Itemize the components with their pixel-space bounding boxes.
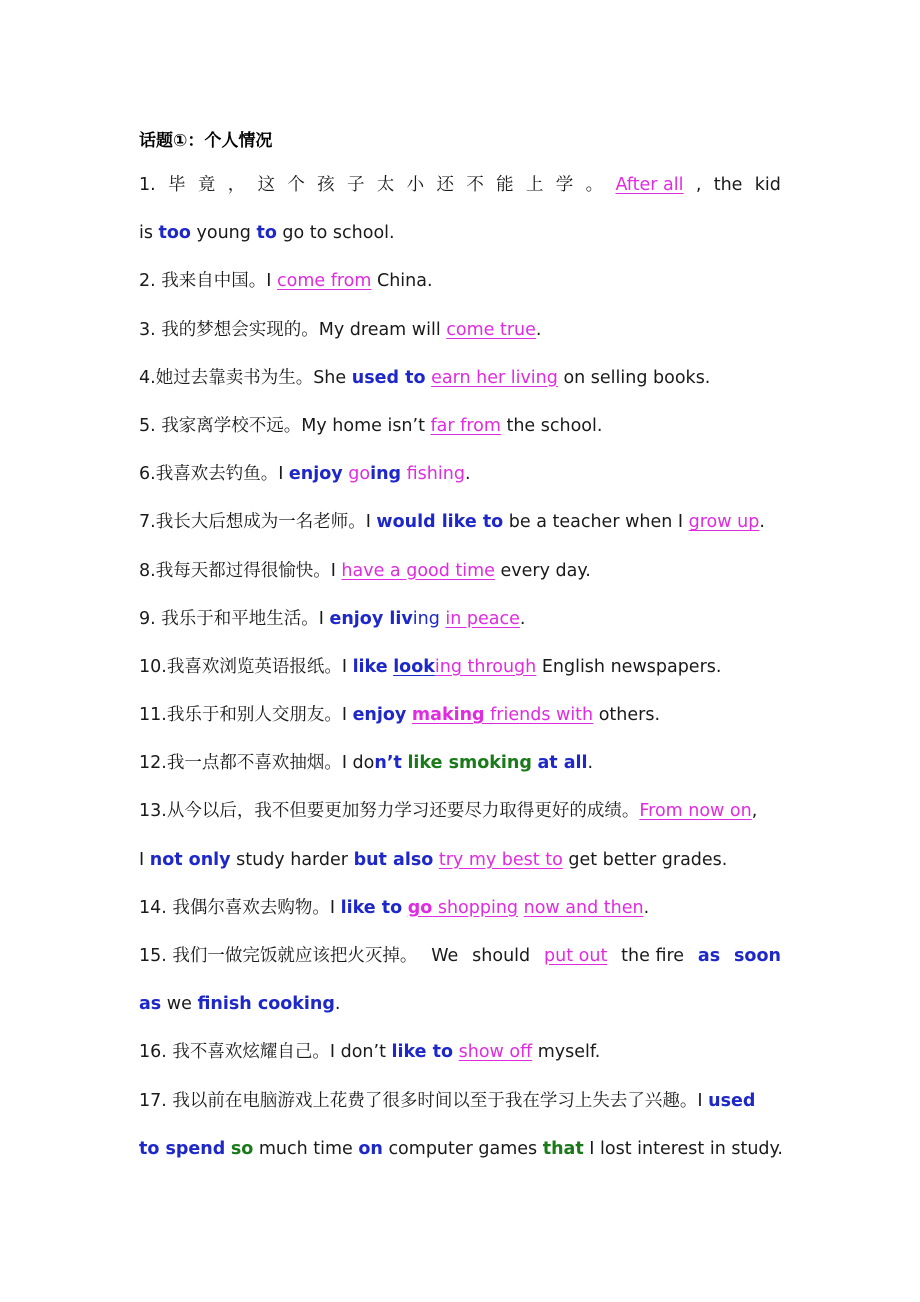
- text-segment: 3. 我的梦想会实现的。My dream will: [139, 319, 447, 340]
- text-segment: show off: [458, 1042, 533, 1063]
- sentence-item: [139, 457, 781, 505]
- text-segment: like: [352, 656, 388, 677]
- sentence-item: [139, 409, 781, 457]
- page-title: 话题①：个人情况: [139, 131, 273, 151]
- text-segment: grow up: [688, 512, 760, 533]
- text-segment: soon: [734, 946, 781, 966]
- sentence-line: [139, 457, 781, 505]
- text-segment: the school.: [500, 415, 603, 436]
- text-segment: .: [535, 319, 542, 340]
- text-segment: used to: [351, 367, 426, 388]
- text-segment: as: [697, 946, 721, 966]
- text-segment: 学: [555, 175, 574, 195]
- text-segment: enjoy liv: [329, 608, 413, 629]
- text-segment: we: [161, 994, 198, 1015]
- text-segment: try my best to: [438, 849, 563, 870]
- text-segment: ing through: [434, 656, 537, 677]
- text-segment: others.: [593, 705, 661, 726]
- sentence-item: [139, 698, 781, 746]
- text-segment: .: [519, 608, 526, 629]
- sentence-item: [139, 264, 781, 312]
- text-segment: enjoy: [352, 705, 407, 726]
- text-segment: 不: [466, 175, 484, 195]
- text-segment: have a good time: [341, 560, 495, 581]
- text-segment: 子: [347, 175, 365, 195]
- text-segment: I lost interest in study.: [583, 1138, 783, 1159]
- text-segment: to: [256, 223, 277, 244]
- text-segment: 6.我喜欢去钓鱼。I: [139, 464, 289, 485]
- sentence-item: [139, 1084, 781, 1180]
- text-segment: 上: [525, 175, 544, 195]
- sentence-line: [139, 505, 781, 553]
- sentence-line: [139, 313, 781, 361]
- text-segment: 小: [406, 175, 425, 195]
- text-segment: .: [334, 994, 341, 1015]
- text-segment: every day.: [494, 560, 591, 581]
- text-segment: 5. 我家离学校不远。My home isn’t: [139, 415, 431, 436]
- text-segment: get better grades.: [562, 849, 728, 870]
- sentence-line: [139, 794, 781, 842]
- text-segment: too: [158, 223, 191, 244]
- text-segment: 15. 我们一做完饭就应该把火灭掉。: [139, 946, 418, 966]
- sentence-line: [139, 891, 781, 939]
- text-segment: the: [713, 175, 743, 195]
- sentence-item: [139, 602, 781, 650]
- text-segment: 个: [287, 175, 305, 195]
- sentence-list: [139, 168, 781, 1180]
- text-segment: come from: [276, 271, 372, 292]
- text-segment: .: [464, 464, 471, 485]
- sentence-item: [139, 505, 781, 553]
- sentence-item: [139, 1035, 781, 1083]
- sentence-line: [139, 1035, 781, 1083]
- text-segment: young: [190, 223, 257, 244]
- sentence-line: [139, 843, 781, 891]
- sentence-item: [139, 794, 781, 890]
- text-segment: 13.从今以后，我不但要更加努力学习还要尽力取得更好的成绩。: [139, 801, 640, 822]
- text-segment: 9. 我乐于和平地生活。I: [139, 608, 330, 629]
- text-segment: 7.我长大后想成为一名老师。I: [139, 512, 377, 533]
- text-segment: so: [230, 1138, 254, 1159]
- text-segment: 12.我一点都不喜欢抽烟。I do: [139, 753, 375, 774]
- text-segment: on selling books.: [557, 367, 711, 388]
- sentence-item: [139, 313, 781, 361]
- sentence-item: [139, 746, 781, 794]
- text-segment: like to: [391, 1042, 454, 1063]
- sentence-item: [139, 554, 781, 602]
- text-segment: 11.我乐于和别人交朋友。I: [139, 705, 353, 726]
- text-segment: English newspapers.: [536, 656, 722, 677]
- sentence-line: [139, 554, 781, 602]
- text-segment: China.: [371, 271, 433, 292]
- sentence-item: [139, 361, 781, 409]
- text-segment: to spend: [139, 1138, 226, 1159]
- text-segment: 14. 我偶尔喜欢去购物。I: [139, 897, 341, 918]
- text-segment: 17. 我以前在电脑游戏上花费了很多时间以至于我在学习上失去了兴趣。I: [139, 1090, 709, 1111]
- text-segment: on: [358, 1138, 383, 1159]
- sentence-line: [139, 1084, 781, 1132]
- text-segment: ，: [227, 175, 246, 195]
- text-segment: kid: [754, 175, 781, 195]
- text-segment: used: [708, 1090, 756, 1111]
- text-segment: ,: [751, 801, 758, 822]
- sentence-line: [139, 216, 781, 264]
- sentence-line: [139, 168, 781, 216]
- text-segment: 4.她过去靠卖书为生。She: [139, 367, 352, 388]
- text-segment: After all: [615, 175, 684, 195]
- sentence-line: [139, 409, 781, 457]
- text-segment: is: [139, 223, 159, 244]
- text-segment: 1.: [139, 175, 156, 195]
- text-segment: 。: [585, 175, 604, 195]
- text-segment: We: [431, 946, 459, 966]
- text-segment: look: [393, 656, 435, 677]
- sentence-line: [139, 602, 781, 650]
- text-segment: ing: [370, 464, 402, 485]
- text-segment: fishing: [406, 464, 465, 485]
- text-segment: much time: [253, 1138, 359, 1159]
- sentence-line: [139, 1132, 781, 1180]
- text-segment: go: [407, 897, 433, 918]
- text-segment: enjoy: [288, 464, 343, 485]
- sentence-item: [139, 168, 781, 264]
- text-segment: like smoking: [407, 753, 532, 774]
- sentence-item: [139, 650, 781, 698]
- text-segment: 竟: [197, 175, 216, 195]
- text-segment: far from: [430, 415, 501, 436]
- text-segment: but also: [353, 849, 434, 870]
- text-segment: 2. 我来自中国。I: [139, 271, 277, 292]
- text-segment: .: [587, 753, 594, 774]
- text-segment: I: [139, 849, 150, 870]
- text-segment: 16. 我不喜欢炫耀自己。I don’t: [139, 1042, 392, 1063]
- text-segment: as: [139, 994, 162, 1015]
- text-segment: .: [759, 512, 765, 533]
- text-segment: computer games: [382, 1138, 543, 1159]
- text-segment: like to: [340, 897, 403, 918]
- text-segment: making: [411, 705, 485, 726]
- text-segment: 还: [436, 175, 454, 195]
- text-segment: that: [542, 1138, 584, 1159]
- text-segment: 能: [496, 175, 514, 195]
- text-segment: earn her living: [431, 367, 558, 388]
- text-segment: friends with: [484, 705, 594, 726]
- text-segment: be a teacher when I: [503, 512, 689, 533]
- text-segment: myself.: [532, 1042, 601, 1063]
- text-segment: come true: [446, 319, 536, 340]
- text-segment: shopping: [432, 897, 519, 918]
- text-segment: should: [472, 946, 531, 966]
- text-segment: the fire: [621, 946, 685, 966]
- sentence-line: [139, 987, 781, 1035]
- text-segment: 毕: [168, 175, 186, 195]
- text-segment: 8.我每天都过得很愉快。I: [139, 560, 342, 581]
- text-segment: From now on: [639, 801, 752, 822]
- text-segment: now and then: [523, 897, 644, 918]
- text-segment: finish cooking: [197, 994, 335, 1015]
- text-segment: would like to: [376, 512, 504, 533]
- text-segment: ,: [695, 175, 702, 195]
- sentence-line: [139, 939, 781, 987]
- sentence-line: [139, 361, 781, 409]
- text-segment: study harder: [230, 849, 354, 870]
- text-segment: ing: [412, 608, 440, 629]
- text-segment: put out: [544, 946, 608, 966]
- text-segment: not only: [149, 849, 231, 870]
- sentence-item: [139, 939, 781, 1035]
- sentence-line: [139, 746, 781, 794]
- text-segment: 这: [257, 175, 276, 195]
- sentence-line: [139, 264, 781, 312]
- text-segment: 太: [376, 175, 395, 195]
- text-segment: .: [643, 897, 650, 918]
- sentence-line: [139, 698, 781, 746]
- text-segment: n’t: [374, 753, 402, 774]
- text-segment: at all: [537, 753, 588, 774]
- text-segment: go to school.: [276, 223, 395, 244]
- text-segment: 孩: [317, 175, 335, 195]
- text-segment: 10.我喜欢浏览英语报纸。I: [139, 656, 353, 677]
- sentence-line: [139, 650, 781, 698]
- text-segment: go: [348, 464, 371, 485]
- sentence-item: [139, 891, 781, 939]
- text-segment: in peace: [445, 608, 520, 629]
